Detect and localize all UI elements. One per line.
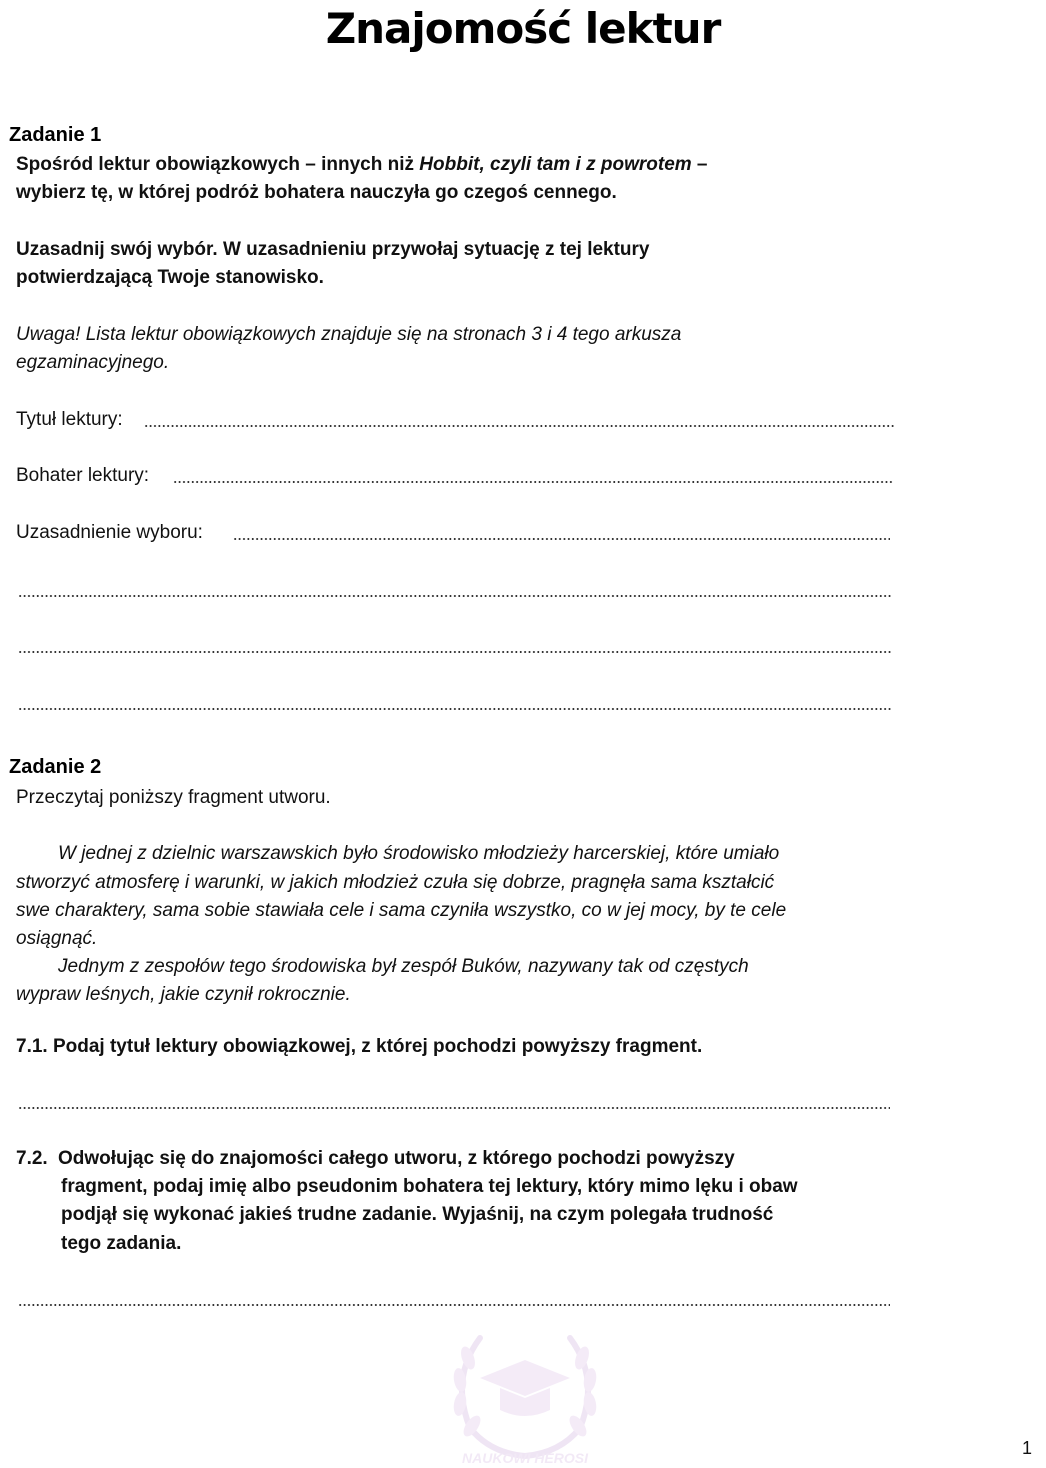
fragment-line1: W jednej z dzielnic warszawskich było środowisko młodzieży harcerskiej, które umiało — [58, 843, 780, 864]
fragment-line2: stworzyć atmosferę i warunki, w jakich młodzież czuła się dobrze, pragnęła sama kształcić — [16, 872, 775, 893]
field-reason-label: Uzasadnienie wyboru: — [16, 522, 203, 543]
fragment-line5: Jednym z zespołów tego środowiska był zespół Buków, nazywany tak od częstych — [58, 956, 749, 977]
answer-line-7-1[interactable] — [18, 1107, 890, 1109]
page-title: Znajomość lektur — [325, 4, 721, 53]
answer-line-hero[interactable] — [173, 481, 894, 483]
task1-instruction-line1: Spośród lektur obowiązkowych – innych niż Hobbit, czyli tam i z powrotem – — [16, 154, 708, 175]
answer-line-7-2[interactable] — [18, 1304, 890, 1306]
field-title-label: Tytuł lektury: — [16, 409, 123, 430]
answer-line-reason-3[interactable] — [18, 651, 892, 653]
task2-heading: Zadanie 2 — [9, 756, 102, 778]
naukowi-herosi-watermark — [440, 1318, 610, 1468]
answer-line-reason-2[interactable] — [18, 595, 892, 597]
field-hero-label: Bohater lektury: — [16, 465, 150, 486]
question-7-2-number: 7.2. — [16, 1148, 48, 1169]
question-7-2-line2: fragment, podaj imię albo pseudonim bohatera tej lektury, który mimo lęku i obaw — [61, 1176, 798, 1197]
question-7-2-line3: podjął się wykonać jakieś trudne zadanie. Wyjaśnij, na czym polegała trudność — [61, 1204, 774, 1225]
fragment-line3: swe charaktery, sama sobie stawiała cele i sama czyniła wszystko, co w jej mocy, by te cele — [16, 900, 787, 921]
task1-instruction-line4: potwierdzającą Twoje stanowisko. — [16, 267, 324, 288]
fragment-line6: wypraw leśnych, jakie czynił rokrocznie. — [16, 984, 351, 1005]
answer-line-title[interactable] — [144, 425, 894, 427]
task1-instruction-line2: wybierz tę, w której podróż bohatera nauczyła go czegoś cennego. — [16, 182, 617, 203]
answer-line-reason-4[interactable] — [18, 708, 892, 710]
fragment-line4: osiągnąć. — [16, 928, 98, 949]
task1-note-line1: Uwaga! Lista lektur obowiązkowych znajduje się na stronach 3 i 4 tego arkusza — [16, 324, 682, 345]
page-number: 1 — [1021, 1438, 1032, 1458]
task2-intro: Przeczytaj poniższy fragment utworu. — [16, 787, 331, 808]
question-7-2-line1: Odwołując się do znajomości całego utworu, z którego pochodzi powyższy — [58, 1148, 735, 1169]
task1-instruction-line3: Uzasadnij swój wybór. W uzasadnieniu przywołaj sytuację z tej lektury — [16, 239, 650, 260]
question-7-1: 7.1. Podaj tytuł lektury obowiązkowej, z której pochodzi powyższy fragment. — [16, 1036, 703, 1057]
task1-note-line2: egzaminacyjnego. — [16, 352, 170, 373]
question-7-2-line4: tego zadania. — [61, 1233, 182, 1254]
watermark-text: NAUKOWI HEROSI — [462, 1450, 588, 1466]
answer-line-reason[interactable] — [233, 538, 890, 540]
task1-heading: Zadanie 1 — [9, 124, 102, 146]
